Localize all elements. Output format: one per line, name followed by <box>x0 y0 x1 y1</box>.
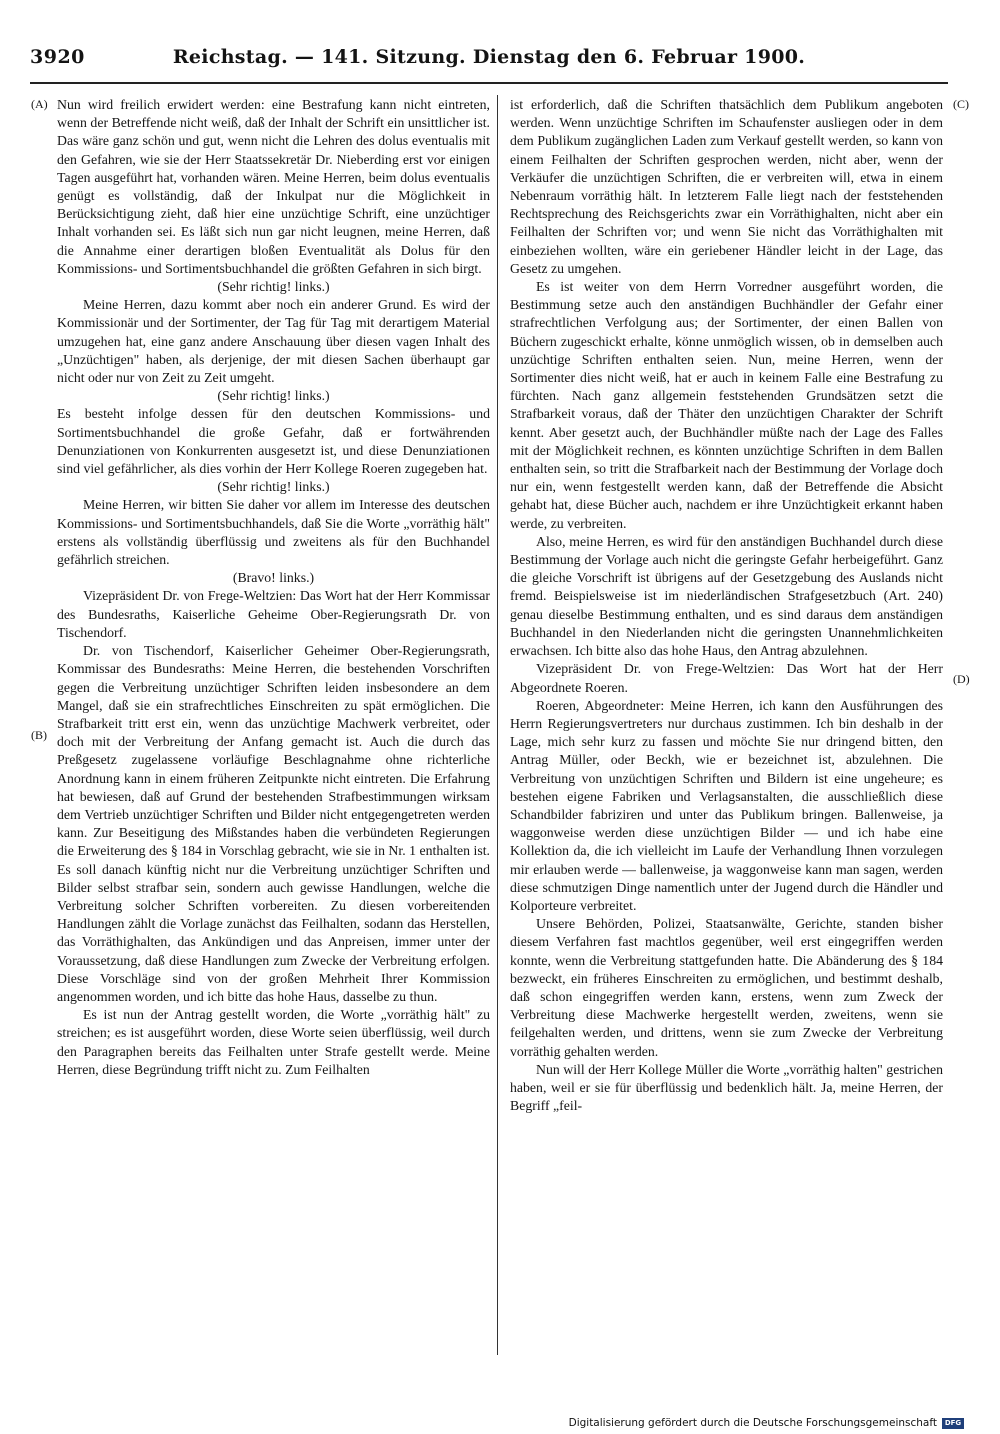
paragraph: Es besteht infolge dessen für den deutschen Kommissions- und Sortimentsbuchhandel die große Gefahr, daß er fortwährenden Denunziationen von Konkurrenten ausgesetzt ist, und diese Denunziationen sind viel gefährlicher, als dies vorhin der Herr Kollege Roeren zugegeben hat. <box>57 406 490 477</box>
margin-marker-b: (B) <box>31 728 47 742</box>
paragraph: Meine Herren, wir bitten Sie daher vor allem im Interesse des deutschen Kommissions- und Sortimentsbuchhandels, daß Sie die Worte „vorräthig hält" erstens als vollständig überflüssig und zweitens als für den Buchhandel gefährlich streichen. <box>57 497 490 568</box>
header-rule <box>30 82 948 84</box>
dfg-logo-icon: DFG <box>942 1418 964 1429</box>
paragraph: Nun will der Herr Kollege Müller die Worte „vorräthig halten" gestrichen haben, weil er sie für überflüssig und bedenklich hält. Ja, meine Herren, der Begriff „feil- <box>510 1061 943 1114</box>
paragraph: Nun wird freilich erwidert werden: eine Bestrafung kann nicht eintreten, wenn der Betreffende nicht weiß, daß der Inhalt der Schrift ein unsittlicher ist. Das wäre ganz schön und gut, wenn nicht die Lehren des dolus eventualis mit den Gefahren, wie sie der Herr Staatssekretär Dr. Nieberding erst vor einigen Tagen ausgeführt hat, vorhanden wären. Meine Herren, beim dolus eventualis genügt es vollständig, daß der Inkulpat nur die Möglichkeit in Berücksichtigung zieht, daß hier eine unzüchtige Schrift, eine unzüchtiger Inhalt vorhanden sei. Es läßt sich nun gar nicht leugnen, meine Herren, daß die Annahme einer derartigen bloßen Eventualität als Dolus für den Kommissions- und Sortimentsbuchhandel die größten Gefahren in sich birgt. <box>57 97 490 276</box>
right-column <box>510 96 943 1115</box>
speaker-paragraph: Vizepräsident Dr. von Frege-Weltzien: Das Wort hat der Herr Abgeordnete Roeren. <box>510 661 943 695</box>
left-column <box>57 96 490 1079</box>
interjection: (Sehr richtig! links.) <box>217 479 330 495</box>
interjection: (Bravo! links.) <box>232 570 315 586</box>
paragraph: Meine Herren, dazu kommt aber noch ein anderer Grund. Es wird der Kommissionär und der Sortimenter, der Tag für Tag mit derartigem Material umzugehen hat, eine ganz andere Anschauung über diesen vagen Inhalt des „Unzüchtigen" haben, als derjenige, der mit diesen Sachen überhaupt gar nicht oder nur von Zeit zu Zeit umgeht. <box>57 297 490 386</box>
interjection: (Sehr richtig! links.) <box>217 388 330 404</box>
speaker-paragraph: Vizepräsident Dr. von Frege-Weltzien: Das Wort hat der Herr Kommissar des Bundesraths, Kaiserliche Geheime Ober-Regierungsrath Dr. von Tischendorf. <box>57 588 490 640</box>
paragraph: Es ist weiter von dem Herrn Vorredner ausgeführt worden, die Bestimmung setze auch den anständigen Buchhändler der Gefahr einer strafrechtlichen Verfolgung aus; der Sortimenter, der einen Ballen von Büchern zugeschickt erhalte, könne unmöglich wissen, ob in demselben auch unzüchtige Schriften enthalten seien. Nun, meine Herren, wenn der Sortimenter dies nicht weiß, hat er auch in keinem Falle eine Bestrafung zu fürchten. Nach ganz allgemein feststehenden Grundsätzen setzt die Strafbarkeit voraus, daß der Thäter den unzüchtigen Charakter der Schrift kennt. Aber gesetzt auch, der Buchhändler müßte nach der Lage des Falles mit der Möglichkeit rechnen, es könnten unzüchtige Schriften in dem Ballen enthalten sein, so tritt die Strafbarkeit nach der Bestimmung der Vorlage doch nur ein, wenn festgestellt werden kann, daß der Betreffende die Absicht gehabt hat, diese Bücher auch, nachdem er ihre Unzüchtigkeit erkannt haben werde, zu verbreiten. <box>510 279 943 531</box>
margin-marker-a: (A) <box>31 97 48 111</box>
paragraph: ist erforderlich, daß die Schriften thatsächlich dem Publikum angeboten werden. Wenn unzüchtige Schriften im Schaufenster ausliegen oder in dem dem Publikum zugänglichen Laden zum Verkauf gestellt werden, so kann von einem Feilhalten der Schriften gesprochen werden, nicht aber, wenn der Verkäufer die unzüchtigen Schriften, die er verbreiten will, etwa in einem Nebenraum vorräthig hält. In letzterem Falle liegt nach der feststehenden Rechtsprechung des Reichsgerichts zwar ein Vorräthighalten, nicht aber ein Feilhalten der Schriften vor; und wenn Sie nicht das Vorräthighalten mit einbeziehen wollten, wäre ein geriebener Händler leicht in der Lage, das Gesetz zu umgehen. <box>510 97 943 276</box>
speaker-paragraph: Roeren, Abgeordneter: Meine Herren, ich kann den Ausführungen des Herrn Regierungsvertreters nur durchaus zustimmen. Ich bin deshalb in der Lage, mich sehr kurz zu fassen und möchte Sie nur dringend bitten, den Antrag Müller, oder Beckh, wie er bezeichnet ist, abzulehnen. Die Verbreitung von unzüchtigen Schriften und Bildern ist eine ungeheure; es bestehen eigene Fabriken und Verlagsanstalten, die ausschließlich diese Schandbilder fabriziren und unter das Publikum bringen. Ballenweise, ja waggonweise werden diese unzüchtigen Bilder — und ich habe eine Kollektion da, die ich vielleicht im Laufe der Verhandlung Ihnen vorzulegen mir erlauben werde — ballenweise, ja waggonweise kann man sagen, werden diese schmutzigen Dinge namentlich unter der Jugend durch die Händler und Kolporteure verbreitet. <box>510 697 943 913</box>
credit-text: Digitalisierung gefördert durch die Deutsche Forschungsgemeinschaft <box>568 1417 937 1429</box>
paragraph: Es ist nun der Antrag gestellt worden, die Worte „vorräthig hält" zu streichen; es ist ausgeführt worden, diese Worte seien überflüssig, weil durch den Paragraphen bereits das Feilhalten unter Strafe gestellt werde. Meine Herren, diese Begründung trifft nicht zu. Zum Feilhalten <box>57 1007 490 1077</box>
running-title: Reichstag. — 141. Sitzung. Dienstag den 6. Februar 1900. <box>172 46 806 68</box>
paragraph: Unsere Behörden, Polizei, Staatsanwälte, Gerichte, standen bisher diesem Verfahren fast machtlos gegenüber, weil erst eingegriffen werden konnte, wenn die Verbreitung stattgefunden hatte. Die Abänderung des § 184 bezweckt, ein früheres Einschreiten zu ermöglichen, und bestimmt deshalb, daß schon eingegriffen werden kann, erstens, wenn zum Zweck der Verbreitung diese Machwerke hergestellt werden, zweitens, wenn sie feilgehalten werden, und drittens, wenn sie zum Zwecke der Verbreitung vorräthig gehalten werden. <box>510 916 943 1059</box>
margin-marker-d: (D) <box>953 672 970 686</box>
page-number: 3920 <box>30 46 85 68</box>
margin-marker-c: (C) <box>953 97 969 111</box>
paragraph: Also, meine Herren, es wird für den anständigen Buchhandel durch diese Bestimmung der Vorlage auch nicht die geringste Gefahr herbeigeführt. Ganz die gleiche Vorschrift ist übrigens auf der Gesetzgebung des Auslands nicht fremd. Beispielsweise ist im niederländischen Strafgesetzbuch (Art. 240) genau dieselbe Bestimmung enthalten, und es sind daraus dem anständigen Buchhandel in den Niederlanden nicht die geringsten Unannehmlichkeiten erwachsen. Ich bitte also das hohe Haus, den Antrag abzulehnen. <box>510 533 943 659</box>
page-header <box>30 46 948 76</box>
interjection: (Sehr richtig! links.) <box>217 279 330 295</box>
digitization-credit <box>569 1417 964 1429</box>
speaker-paragraph: Dr. von Tischendorf, Kaiserlicher Geheimer Ober-Regierungsrath, Kommissar des Bundesraths: Meine Herren, die bestehenden Vorschriften gegen die Verbreitung unzüchtiger Schriften leiden insbesondere an dem Mangel, daß sie ein strafrechtliches Einschreiten zu spät ermöglichen. Die Strafbarkeit tritt erst ein, wenn das unzüchtige Machwerk verbreitet, oder doch mit der Verbreitung der Anfang gemacht ist. Auch die durch das Preßgesetz zugelassene vorläufige Beschlagnahme ohne richterliche Anordnung kann in einem früheren Zeitpunkte nicht eintreten. Die Erfahrung hat bewiesen, daß auf Grund der bestehenden Strafbestimmungen wirksam dem Vertrieb unzüchtiger Schriften und Bilder nicht entgegengetreten werden kann. Zur Beseitigung des Mißstandes haben die verbündeten Regierungen die Erweiterung des § 184 in Vorschlag gebracht, wie sie in Nr. 1 enthalten ist. Es soll danach künftig nicht nur die Verbreitung unzüchtiger Schriften und Bilder selbst strafbar sein, sondern auch gewisse Handlungen, welche die Verbreitung solcher Schriften vorbereiten. Zu diesen vorbereitenden Handlungen zählt die Vorlage zunächst das Feilhalten, sodann das Herstellen, das Vorräthighalten, das Ankündigen und das Anpreisen, immer unter der Voraussetzung, daß diese Handlungen zum Zwecke der Verbreitung erfolgen. Diese Vorschläge sind von der großen Mehrheit Ihrer Kommission angenommen worden, und ich bitte das hohe Haus, dasselbe zu thun. <box>57 643 490 1004</box>
column-divider <box>497 95 498 1355</box>
